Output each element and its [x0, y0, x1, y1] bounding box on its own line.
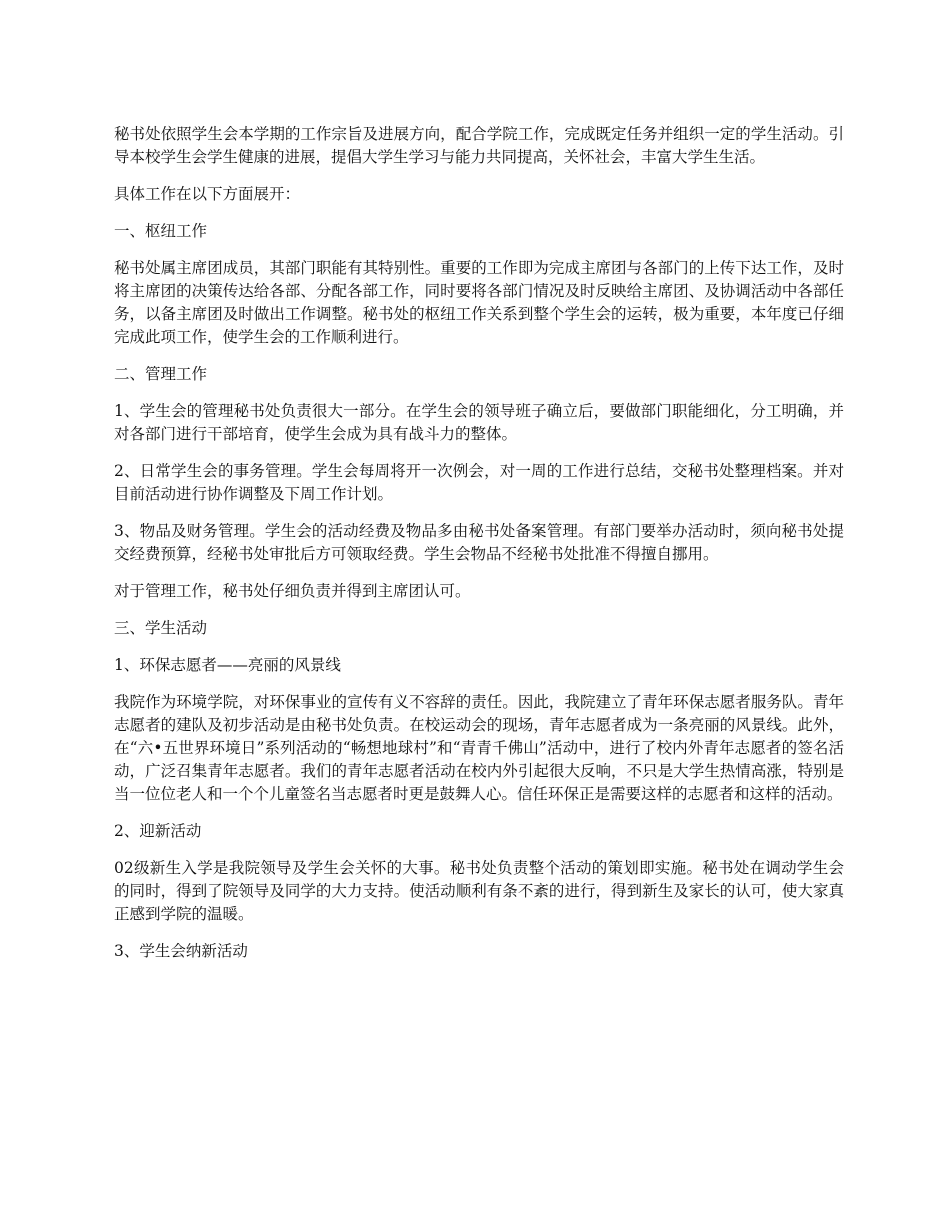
welcome-paragraph: 02级新生入学是我院领导及学生会关怀的大事。秘书处负责整个活动的策划即实施。秘书处在调动学生会的同时，得到了院领导及同学的大力支持。使活动顺利有条不紊的进行，得到新生及家长的认可，使大家真正感到学院的温暖。 [114, 859, 844, 923]
section-heading-activities: 三、学生活动 [114, 619, 208, 637]
activity-heading-welcome: 2、迎新活动 [114, 822, 202, 840]
management-summary: 对于管理工作，秘书处仔细负责并得到主席团认可。 [114, 582, 471, 600]
section-heading-management: 二、管理工作 [114, 365, 208, 383]
management-item-2: 2、日常学生会的事务管理。学生会每周将开一次例会，对一周的工作进行总结，交秘书处整理档案。并对目前活动进行协作调整及下周工作计划。 [114, 462, 844, 503]
activity-heading-recruitment: 3、学生会纳新活动 [114, 942, 248, 960]
overview-line: 具体工作在以下方面展开： [114, 185, 301, 203]
hub-work-paragraph: 秘书处属主席团成员，其部门职能有其特别性。重要的工作即为完成主席团与各部门的上传下达工作，及时将主席团的决策传达给各部、分配各部工作，同时要将各部门情况及时反映给主席团、及协调活动中各部任务，以备主席团及时做出工作调整。秘书处的枢纽工作关系到整个学生会的运转，极为重要，本年度已仔细完成此项工作，使学生会的工作顺利进行。 [114, 259, 844, 346]
activity-heading-volunteers: 1、环保志愿者——亮丽的风景线 [114, 656, 341, 674]
intro-paragraph: 秘书处依照学生会本学期的工作宗旨及进展方向，配合学院工作，完成既定任务并组织一定的学生活动。引导本校学生会学生健康的进展，提倡大学生学习与能力共同提高，关怀社会，丰富大学生生活。 [114, 125, 844, 166]
management-item-3: 3、物品及财务管理。学生会的活动经费及物品多由秘书处备案管理。有部门要举办活动时，须向秘书处提交经费预算，经秘书处审批后方可领取经费。学生会物品不经秘书处批准不得擅自挪用。 [114, 522, 844, 563]
document-body [114, 123, 844, 977]
management-item-1: 1、学生会的管理秘书处负责很大一部分。在学生会的领导班子确立后，要做部门职能细化，分工明确，并对各部门进行干部培育，使学生会成为具有战斗力的整体。 [114, 402, 844, 443]
volunteers-paragraph: 我院作为环境学院，对环保事业的宣传有义不容辞的责任。因此，我院建立了青年环保志愿者服务队。青年志愿者的建队及初步活动是由秘书处负责。在校运动会的现场，青年志愿者成为一条亮丽的风景线。此外，在“六•五世界环境日”系列活动的“畅想地球村”和“青青千佛山”活动中，进行了校内外青年志愿者的签名活动，广泛召集青年志愿者。我们的青年志愿者活动在校内外引起很大反响，不只是大学生热情高涨，特别是当一位位老人和一个个儿童签名当志愿者时更是鼓舞人心。信任环保正是需要这样的志愿者和这样的活动。 [114, 693, 844, 803]
section-heading-hub-work: 一、枢纽工作 [114, 222, 208, 240]
